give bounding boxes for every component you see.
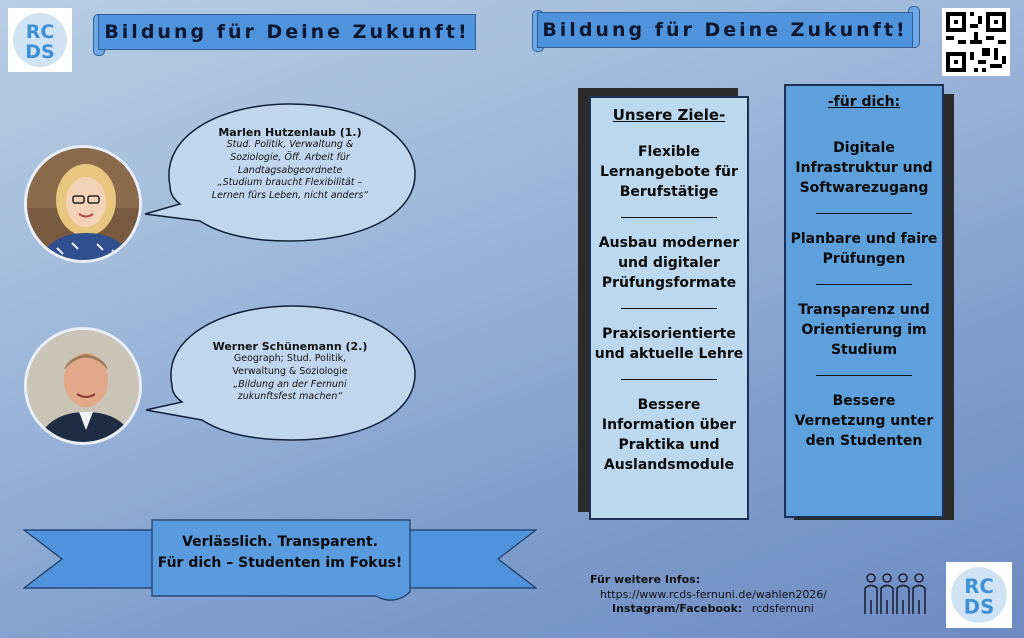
goals-item-1: Flexible Lernangebote für Berufstätige (600, 144, 738, 200)
goals-divider (621, 308, 717, 309)
slogan-line1: Verlässlich. Transparent. (182, 534, 378, 550)
goals-title: Unsere Ziele- (612, 106, 726, 124)
for-you-divider (816, 213, 912, 214)
goals-item-2: Ausbau moderner und digitaler Prüfungsformate (598, 235, 740, 291)
footer-url-link[interactable]: https://www.rcds-fernuni.de/wahlen2026/ (600, 588, 828, 601)
rcds-logo-bottom (946, 562, 1012, 628)
for-you-divider (816, 375, 912, 376)
for-you-column (782, 84, 956, 522)
candidate-2-text (190, 340, 390, 404)
goals-item-3: Praxisorientierte und aktuelle Lehre (594, 326, 744, 362)
candidate-2-name: Werner Schünemann (2.) (212, 340, 368, 353)
for-you-item-3: Transparenz und Orientierung im Studium (798, 302, 930, 358)
banner-right (537, 12, 913, 48)
slogan-text (152, 532, 408, 574)
candidate-2-quote1: „Bildung an der Fernuni (233, 378, 347, 390)
goals-item-4: Bessere Information über Praktika und Auslandsmodule (601, 397, 737, 473)
goals-column (578, 88, 752, 522)
svg-text:RC: RC (25, 21, 55, 43)
candidate-1-text (190, 126, 390, 203)
candidate-2-line2: Verwaltung & Soziologie (232, 365, 348, 377)
avatar-werner (24, 327, 142, 445)
slogan-line2: Für dich – Studenten im Fokus! (157, 555, 403, 571)
qr-code-icon[interactable] (942, 8, 1010, 76)
footer-info (590, 573, 850, 615)
goals-divider (621, 217, 717, 218)
for-you-item-1: Digitale Infrastruktur und Softwarezugang (795, 140, 933, 196)
banner-left-text: Bildung für Deine Zukunft! (104, 21, 470, 43)
candidate-1-line3: Landtagsabgeordnete (237, 164, 343, 176)
candidate-2-line1: Geograph; Stud. Politik, (233, 353, 347, 364)
banner-right-text: Bildung für Deine Zukunft! (542, 19, 908, 41)
candidate-2-quote2: zukunftsfest machen“ (237, 391, 343, 403)
candidate-1-quote2: Lernen fürs Leben, nicht anders“ (211, 190, 369, 202)
rcds-logo-top (8, 8, 72, 72)
candidate-1-line2: Soziologie, Öff. Arbeit für (230, 151, 350, 163)
people-group-icon (862, 572, 928, 616)
goals-panel (589, 96, 749, 520)
for-you-item-4: Bessere Vernetzung unter den Studenten (794, 393, 934, 449)
footer-social-handle[interactable]: rcdsfernuni (751, 602, 814, 615)
svg-text:DS: DS (25, 41, 55, 63)
banner-left (98, 14, 476, 50)
avatar-marlen (24, 145, 142, 263)
for-you-panel (784, 84, 944, 518)
footer-label: Für weitere Infos: (590, 573, 701, 586)
candidate-1-line1: Stud. Politik, Verwaltung & (226, 139, 354, 150)
candidate-1-quote1: „Studium braucht Flexibilität – (217, 177, 363, 189)
goals-divider (621, 379, 717, 380)
svg-text:RC: RC (964, 574, 994, 598)
for-you-divider (816, 284, 912, 285)
for-you-title: -für dich: (827, 94, 901, 110)
footer-social-label: Instagram/Facebook: (612, 602, 743, 615)
svg-text:DS: DS (963, 595, 995, 619)
candidate-1-name: Marlen Hutzenlaub (1.) (218, 126, 362, 139)
for-you-item-2: Planbare und faire Prüfungen (790, 231, 938, 267)
